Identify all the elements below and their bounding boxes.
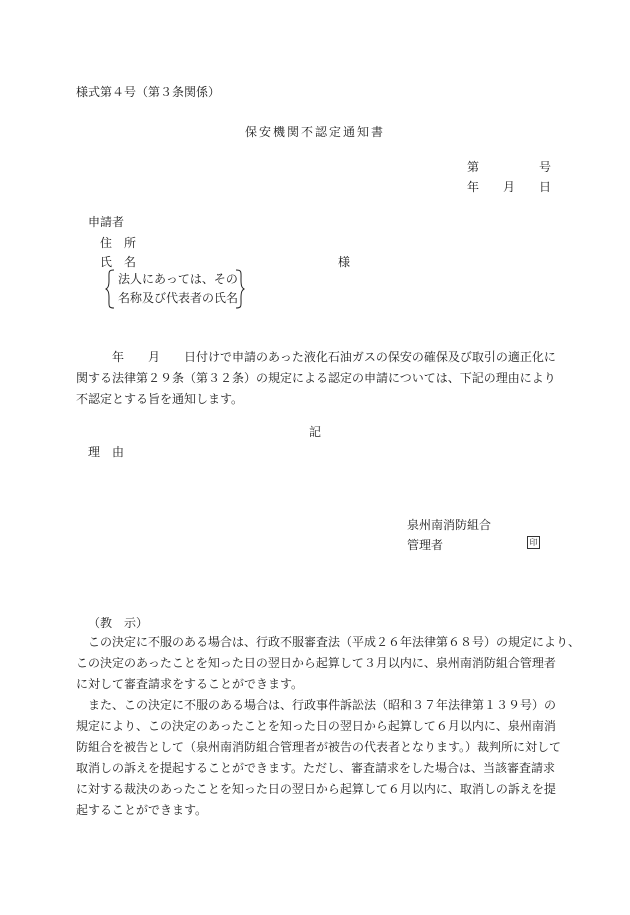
reference-number: 第 号 xyxy=(467,160,552,174)
notice-heading: （教 示） xyxy=(88,616,149,630)
corporation-note-line-2: 名称及び代表者の氏名 xyxy=(118,291,239,305)
notice-p2-line-3: 防組合を被告として（泉州南消防組合管理者が被告の代表者となります。）裁判所に対して xyxy=(76,740,562,754)
notice-p1-line-1: この決定に不服のある場合は、行政不服審査法（平成２６年法律第６８号）の規定により、 xyxy=(88,635,581,649)
reason-label: 理 由 xyxy=(88,445,125,459)
body-line-2: 関する法律第２９条（第３２条）の規定による認定の申請については、下記の理由により xyxy=(76,371,556,385)
corporation-note xyxy=(105,268,245,308)
ki-mark: 記 xyxy=(309,425,322,439)
notice-p1-line-2: この決定のあったことを知った日の翌日から起算して３月以内に、泉州南消防組合管理者 xyxy=(76,656,556,670)
body-line-3: 不認定とする旨を通知します。 xyxy=(76,392,244,406)
issuer-organization: 泉州南消防組合 xyxy=(407,518,492,532)
body-line-1: 年 月 日付けで申請のあった液化石油ガスの保安の確保及び取引の適正化に xyxy=(76,350,556,364)
notice-p1-line-3: に対して審査請求をすることができます。 xyxy=(76,677,304,691)
notice-p2-line-4: 取消しの訴えを提起することができます。ただし、審査請求をした場合は、当該審査請求 xyxy=(76,761,556,775)
notice-p2-line-2: 規定により、この決定のあったことを知った日の翌日から起算して６月以内に、泉州南消 xyxy=(76,719,556,733)
notice-p2-line-5: に対する裁決のあったことを知った日の翌日から起算して６月以内に、取消しの訴えを提 xyxy=(76,782,556,796)
notice-p2-line-1: また、この決定に不服のある場合は、行政事件訴訟法（昭和３７年法律第１３９号）の xyxy=(88,698,557,712)
form-number: 様式第４号（第３条関係） xyxy=(76,85,221,99)
name-label: 氏 名 xyxy=(100,255,137,269)
issue-date: 年 月 日 xyxy=(467,180,552,194)
notice-p2-line-6: 起することができます。 xyxy=(76,803,208,817)
address-label: 住 所 xyxy=(100,236,137,250)
corporation-note-line-1: 法人にあっては、その xyxy=(118,272,238,286)
document-title: 保安機関不認定通知書 xyxy=(245,125,386,139)
applicant-label: 申請者 xyxy=(88,215,125,229)
issuer-role: 管理者 xyxy=(407,538,444,552)
honorific: 様 xyxy=(338,255,351,269)
seal-mark: 印 xyxy=(527,536,540,549)
